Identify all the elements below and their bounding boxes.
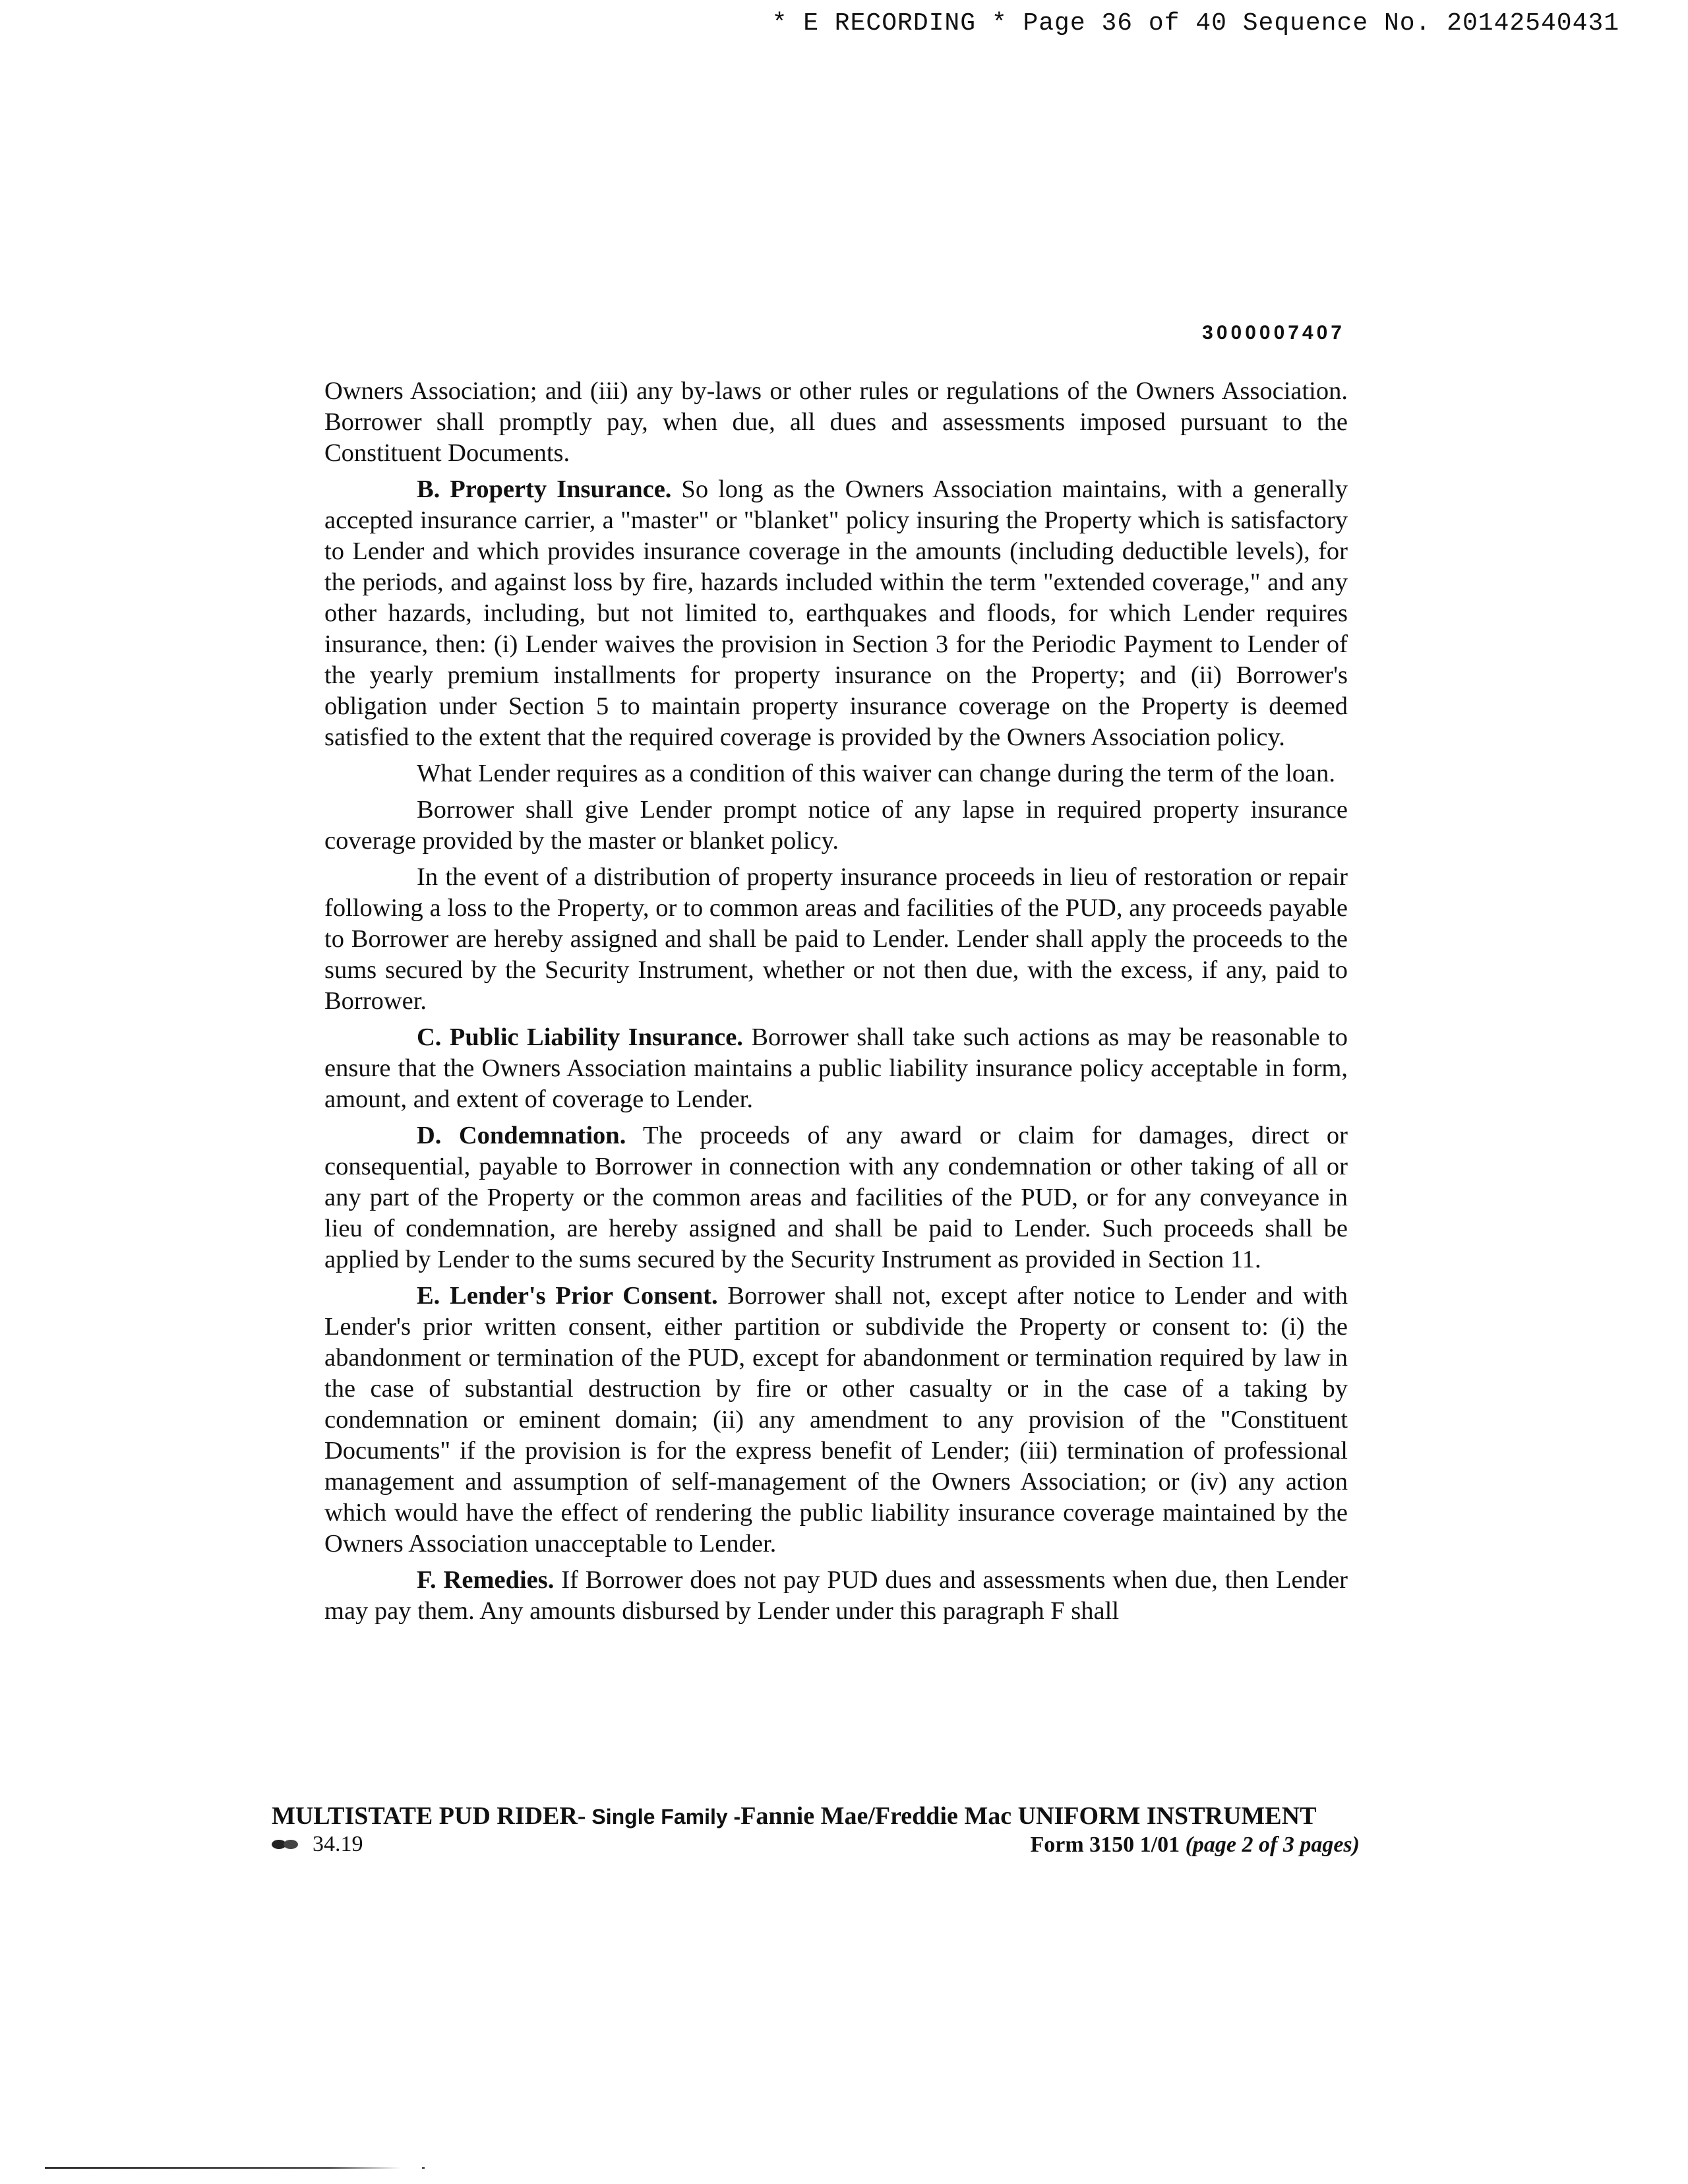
section-b-heading: B. Property Insurance. xyxy=(417,475,672,503)
section-d-heading: D. Condemnation. xyxy=(417,1122,626,1149)
footer-page-info: (page 2 of 3 pages) xyxy=(1185,1833,1360,1857)
section-e-prior-consent xyxy=(324,1281,1348,1560)
document-footer xyxy=(272,1802,1366,1858)
section-d-condemnation xyxy=(324,1120,1348,1275)
section-c-public-liability xyxy=(324,1022,1348,1115)
section-c-heading: C. Public Liability Insurance. xyxy=(417,1023,743,1051)
recording-header: * E RECORDING * Page 36 of 40 Sequence No. 20142540431 xyxy=(771,9,1619,38)
section-f-remedies xyxy=(324,1565,1348,1627)
section-e-text: Borrower shall not, except after notice to Lender and with Lender's prior written consent, either partition or subdivide the Property or consent to: (i) the abandonment or termination of the PUD, except for abandonment or termination required by law in the case of substantial destruction by fire or other casualty or in the case of a taking by condemnation or eminent domain; (ii) any amendment to any provision of the "Constituent Documents" if the provision is for the express benefit of Lender; (iii) termination of professional management and assumption of self-management of the Owners Association; or (iv) any action which would have the effect of rendering the public liability insurance coverage maintained by the Owners Association unacceptable to Lender. xyxy=(324,1282,1348,1558)
section-f-heading: F. Remedies. xyxy=(417,1566,555,1594)
footer-form-info xyxy=(1030,1832,1360,1858)
footer-form-code: 34.19 xyxy=(313,1832,363,1856)
section-d-text: The proceeds of any award or claim for damages, direct or consequential, payable to Borrower in connection with any condemnation or other taking of all or any part of the Property or the common areas and facilities of the PUD, or for any conveyance in lieu of condemnation, are hereby assigned and shall be paid to Lender. Such proceeds shall be applied by Lender to the sums secured by the Security Instrument as provided in Section 11. xyxy=(324,1122,1348,1273)
scan-artifact-dot xyxy=(422,2167,425,2169)
section-f-text: If Borrower does not pay PUD dues and assessments when due, then Lender may pay them. Any amounts disbursed by Lender under this paragraph F shall xyxy=(324,1566,1348,1625)
footer-form-number: Form 3150 1/01 xyxy=(1030,1833,1180,1857)
paragraph-owners-association: Owners Association; and (iii) any by-laws or other rules or regulations of the Owners Association. Borrower shall promptly pay, when due, all dues and assessments imposed pursuant to the Constituent Documents. xyxy=(324,377,1348,467)
paragraph-distribution: In the event of a distribution of property insurance proceeds in lieu of restoration or repair following a loss to the Property, or to common areas and facilities of the PUD, any proceeds payable to Borrower are hereby assigned and shall be paid to Lender. Lender shall apply the proceeds to the sums secured by the Security Instrument, whether or not then due, with the excess, if any, paid to Borrower. xyxy=(324,863,1348,1015)
footer-title xyxy=(272,1802,1366,1831)
footer-title-right: Fannie Mae/Freddie Mac UNIFORM INSTRUMENT xyxy=(740,1802,1317,1830)
section-b-property-insurance xyxy=(324,474,1348,753)
scan-artifact-line xyxy=(45,2167,401,2169)
section-b-text: So long as the Owners Association maintains, with a generally accepted insurance carrier, a "master" or "blanket" policy insuring the Property which is satisfactory to Lender and which provides insurance coverage in the amounts (including deductible levels), for the periods, and against loss by fire, hazards included within the term "extended coverage," and any other hazards, including, but not limited to, earthquakes and floods, for which Lender requires insurance, then: (i) Lender waives the provision in Section 3 for the Periodic Payment to Lender of the yearly premium installments for property insurance on the Property; and (ii) Borrower's obligation under Section 5 to maintain property insurance coverage on the Property is deemed satisfied to the extent that the required coverage is provided by the Owners Association policy. xyxy=(324,475,1348,751)
paragraph-lapse-notice: Borrower shall give Lender prompt notice of any lapse in required property insurance coverage provided by the master or blanket policy. xyxy=(324,796,1348,855)
vmp-logo-icon xyxy=(272,1837,305,1852)
footer-title-left: MULTISTATE PUD RIDER- xyxy=(272,1802,586,1830)
document-body xyxy=(324,376,1348,1632)
loan-number: 3000007407 xyxy=(1202,322,1345,344)
footer-info-row xyxy=(272,1831,1366,1858)
footer-code-group xyxy=(272,1831,363,1858)
section-e-heading: E. Lender's Prior Consent. xyxy=(417,1282,718,1310)
footer-title-mid: Single Family - xyxy=(586,1805,741,1829)
section-c-text: Borrower shall take such actions as may be reasonable to ensure that the Owners Association maintains a public liability insurance policy acceptable in form, amount, and extent of coverage to Lender. xyxy=(324,1023,1348,1113)
paragraph-waiver: What Lender requires as a condition of this waiver can change during the term of the loan. xyxy=(417,760,1335,787)
